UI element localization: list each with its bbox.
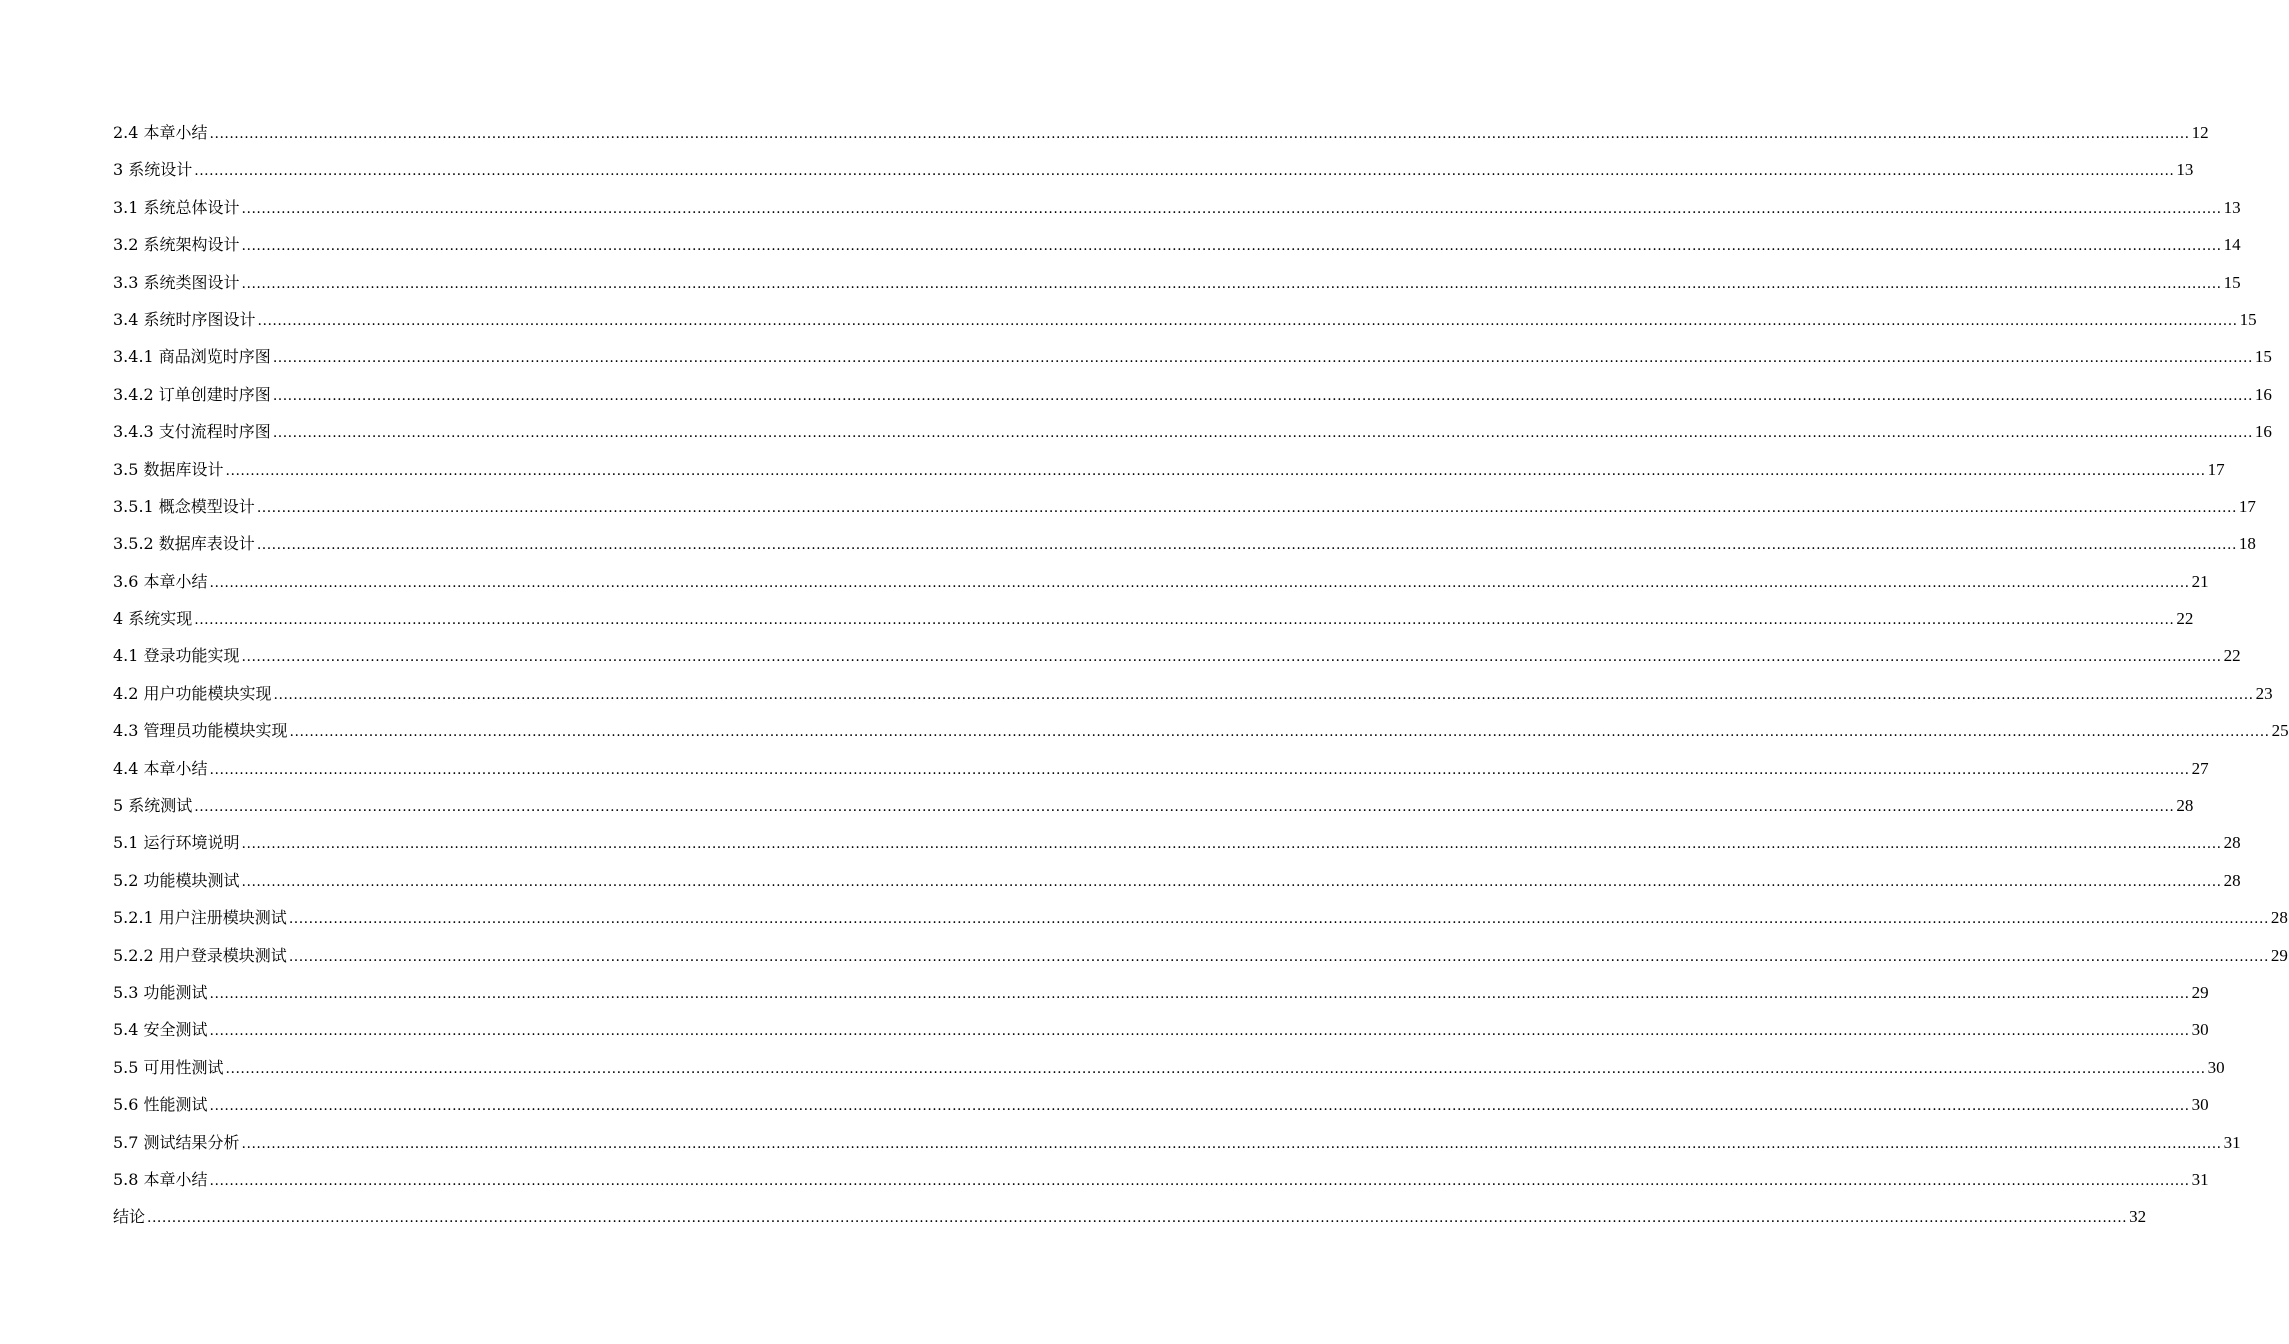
toc-entry[interactable] [113,1011,2209,1048]
toc-dot-leader: ................................................................................................................................................................................................................................................................................................................................................................................................................ [209,761,2190,778]
toc-entry-title: 3.6 本章小结 [113,571,208,591]
toc-entry-title: 4 系统实现 [113,609,193,629]
toc-entry-title: 5.7 测试结果分析 [113,1132,240,1152]
toc-dot-leader: ................................................................................................................................................................................................................................................................................................................................................................................................................ [257,312,2238,329]
toc-entry-page: 15 [2223,272,2241,292]
toc-entry[interactable] [113,376,2272,413]
toc-dot-leader: ................................................................................................................................................................................................................................................................................................................................................................................................................ [256,537,2237,554]
toc-entry-title: 3 系统设计 [113,160,193,180]
toc-entry-title: 4.2 用户功能模块实现 [113,683,272,703]
toc-entry-page: 28 [2223,870,2241,890]
toc-dot-leader: ................................................................................................................................................................................................................................................................................................................................................................................................................ [241,836,2222,853]
toc-entry-title: 5.6 性能测试 [113,1095,208,1115]
toc-entry[interactable] [113,338,2272,375]
toc-entry-title: 2.4 本章小结 [113,123,208,142]
toc-entry-title: 3.4.2 订单创建时序图 [113,384,271,404]
toc-dot-leader: ................................................................................................................................................................................................................................................................................................................................................................................................................ [241,238,2222,255]
toc-entry[interactable] [113,600,2194,637]
toc-dot-leader: ................................................................................................................................................................................................................................................................................................................................................................................................................ [272,387,2253,404]
toc-dot-leader: ................................................................................................................................................................................................................................................................................................................................................................................................................ [273,686,2254,703]
toc-entry-title: 5.5 可用性测试 [113,1057,224,1077]
toc-dot-leader: ................................................................................................................................................................................................................................................................................................................................................................................................................ [194,163,2175,180]
toc-entry[interactable] [113,1124,2241,1161]
toc-entry-page: 30 [2191,1020,2209,1040]
toc-entry-title: 3.5 数据库设计 [113,459,224,479]
toc-entry-title: 3.1 系统总体设计 [113,197,240,217]
toc-dot-leader: ................................................................................................................................................................................................................................................................................................................................................................................................................ [288,911,2269,928]
toc-entry-page: 28 [2223,833,2241,853]
toc-entry[interactable] [113,712,2289,749]
toc-entry-page: 13 [2176,160,2194,180]
toc-entry[interactable] [113,1198,2147,1235]
toc-entry-page: 16 [2254,422,2272,442]
toc-entry[interactable] [113,226,2241,263]
toc-entry-page: 21 [2191,571,2209,591]
toc-entry-page: 16 [2254,384,2272,404]
toc-entry[interactable] [113,189,2241,226]
toc-entry-title: 结论 [113,1207,146,1227]
toc-dot-leader: ................................................................................................................................................................................................................................................................................................................................................................................................................ [241,649,2222,666]
toc-entry-title: 4.4 本章小结 [113,758,208,778]
toc-entry-page: 15 [2239,309,2257,329]
toc-dot-leader: ................................................................................................................................................................................................................................................................................................................................................................................................................ [256,499,2237,516]
toc-entry-title: 3.5.2 数据库表设计 [113,534,255,554]
table-of-contents [113,114,2289,1236]
toc-dot-leader: ................................................................................................................................................................................................................................................................................................................................................................................................................ [272,350,2253,367]
toc-dot-leader: ................................................................................................................................................................................................................................................................................................................................................................................................................ [241,200,2222,217]
toc-entry-page: 17 [2238,496,2256,516]
toc-entry[interactable] [113,563,2209,600]
toc-entry[interactable] [113,488,2256,525]
toc-dot-leader: ................................................................................................................................................................................................................................................................................................................................................................................................................ [241,275,2222,292]
toc-entry-page: 13 [2223,197,2241,217]
toc-entry[interactable] [113,824,2241,861]
toc-entry-page: 12 [2191,123,2209,142]
toc-dot-leader: ................................................................................................................................................................................................................................................................................................................................................................................................................ [209,985,2190,1002]
toc-entry[interactable] [113,151,2194,188]
toc-entry[interactable] [113,862,2241,899]
toc-dot-leader: ................................................................................................................................................................................................................................................................................................................................................................................................................ [194,799,2175,816]
toc-dot-leader: ................................................................................................................................................................................................................................................................................................................................................................................................................ [272,425,2253,442]
toc-dot-leader: ................................................................................................................................................................................................................................................................................................................................................................................................................ [241,1135,2222,1152]
toc-dot-leader: ................................................................................................................................................................................................................................................................................................................................................................................................................ [209,1172,2190,1189]
toc-entry-page: 23 [2255,683,2273,703]
toc-dot-leader: ................................................................................................................................................................................................................................................................................................................................................................................................................ [209,1098,2190,1115]
toc-dot-leader: ................................................................................................................................................................................................................................................................................................................................................................................................................ [209,126,2190,142]
toc-entry-title: 5.2.2 用户登录模块测试 [113,945,287,965]
toc-entry[interactable] [113,525,2256,562]
toc-entry[interactable] [113,264,2241,301]
toc-entry[interactable] [113,1161,2209,1198]
toc-entry-page: 28 [2176,796,2194,816]
toc-entry[interactable] [113,413,2272,450]
toc-dot-leader: ................................................................................................................................................................................................................................................................................................................................................................................................................ [225,1060,2206,1077]
toc-entry[interactable] [113,937,2288,974]
toc-entry[interactable] [113,974,2209,1011]
toc-entry-page: 17 [2207,459,2225,479]
toc-entry[interactable] [113,899,2288,936]
toc-entry-page: 29 [2270,945,2288,965]
toc-entry-page: 31 [2223,1132,2241,1152]
toc-entry-title: 5.4 安全测试 [113,1020,208,1040]
toc-entry-title: 5.1 运行环境说明 [113,833,240,853]
toc-entry-page: 30 [2191,1095,2209,1115]
toc-entry-page: 22 [2176,609,2194,629]
toc-dot-leader: ................................................................................................................................................................................................................................................................................................................................................................................................................ [194,612,2175,629]
toc-entry-title: 3.4.3 支付流程时序图 [113,422,271,442]
toc-entry[interactable] [113,675,2273,712]
toc-entry-page: 14 [2223,235,2241,255]
toc-entry-title: 3.3 系统类图设计 [113,272,240,292]
toc-entry[interactable] [113,451,2225,488]
toc-entry-title: 5.3 功能测试 [113,982,208,1002]
toc-entry[interactable] [113,750,2209,787]
toc-entry[interactable] [113,787,2194,824]
toc-entry-page: 25 [2271,721,2289,741]
toc-entry[interactable] [113,637,2241,674]
toc-entry-title: 3.5.1 概念模型设计 [113,496,255,516]
toc-entry-title: 5.2.1 用户注册模块测试 [113,908,287,928]
toc-entry-title: 5 系统测试 [113,796,193,816]
toc-entry-page: 18 [2238,534,2256,554]
toc-dot-leader: ................................................................................................................................................................................................................................................................................................................................................................................................................ [225,462,2206,479]
toc-dot-leader: ................................................................................................................................................................................................................................................................................................................................................................................................................ [241,873,2222,890]
toc-entry[interactable] [113,1049,2225,1086]
toc-entry-page: 29 [2191,982,2209,1002]
toc-entry-page: 32 [2129,1207,2147,1227]
toc-entry-title: 3.4 系统时序图设计 [113,309,256,329]
toc-dot-leader: ................................................................................................................................................................................................................................................................................................................................................................................................................ [288,948,2269,965]
toc-dot-leader: ................................................................................................................................................................................................................................................................................................................................................................................................................ [289,724,2270,741]
toc-entry-title: 3.2 系统架构设计 [113,235,240,255]
toc-dot-leader: ................................................................................................................................................................................................................................................................................................................................................................................................................ [209,574,2190,591]
toc-entry-title: 5.2 功能模块测试 [113,870,240,890]
toc-entry-title: 4.1 登录功能实现 [113,646,240,666]
toc-entry[interactable] [113,114,2209,151]
toc-entry-page: 15 [2254,347,2272,367]
toc-entry[interactable] [113,301,2257,338]
toc-entry[interactable] [113,1086,2209,1123]
toc-entry-page: 22 [2223,646,2241,666]
toc-entry-title: 4.3 管理员功能模块实现 [113,721,288,741]
toc-entry-page: 27 [2191,758,2209,778]
toc-entry-page: 30 [2207,1057,2225,1077]
toc-dot-leader: ................................................................................................................................................................................................................................................................................................................................................................................................................ [147,1210,2128,1227]
toc-entry-title: 3.4.1 商品浏览时序图 [113,347,271,367]
toc-entry-title: 5.8 本章小结 [113,1169,208,1189]
toc-entry-page: 28 [2270,908,2288,928]
toc-dot-leader: ................................................................................................................................................................................................................................................................................................................................................................................................................ [209,1023,2190,1040]
toc-entry-page: 31 [2191,1169,2209,1189]
